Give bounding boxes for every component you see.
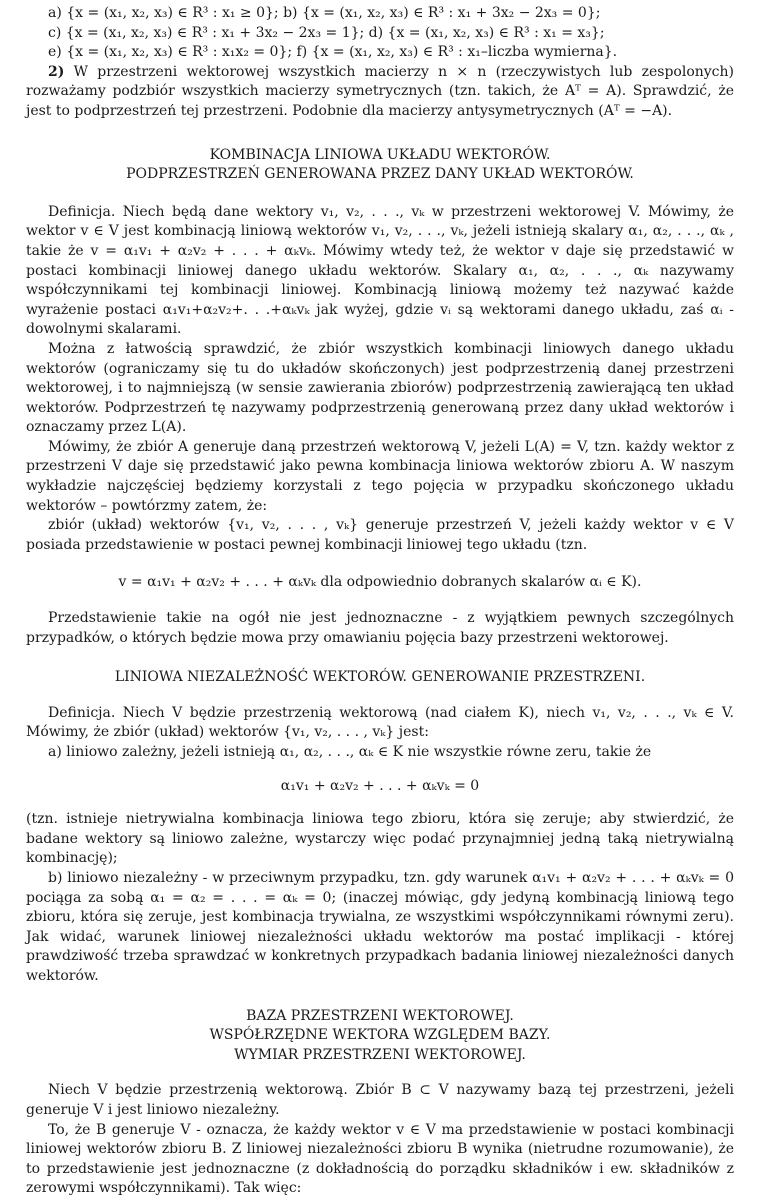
paragraph: (tzn. istnieje nietrywialna kombinacja liniowa tego zbioru, która się zeruje; aby stwierdzić, że badane wektory są liniowo zależne, wystarczy więc podać przynajmniej jedną taką nietrywialną kombinację);	[26, 811, 734, 867]
section-heading-basis	[26, 1007, 734, 1066]
exercise-2	[26, 63, 734, 122]
section-heading-line: BAZA PRZESTRZENI WEKTOROWEJ.	[246, 1007, 514, 1024]
paragraph: Definicja. Niech będą dane wektory v₁, v₂, . . ., vₖ w przestrzeni wektorowej V. Mówimy, że wektor v ∈ V jest kombinacją liniową wektorów v₁, v₂, . . ., vₖ, jeżeli istnieją skalary α₁, α₂, . . ., αₖ , takie że v = α₁v₁ + α₂v₂ + . . . + αₖvₖ. Mówimy wtedy też, że wektor v daje się przedstawić w postaci kombinacji liniowej danego układu wektorów. Skalary α₁, α₂, . . ., αₖ nazywamy współczynnikami tej kombinacji liniowej. Kombinacją liniową możemy też nazywać każde wyrażenie postaci α₁v₁+α₂v₂+. . .+αₖvₖ jak wyżej, gdzie vᵢ są wektorami danego układu, zaś αᵢ - dowolnymi skalarami.	[26, 203, 734, 338]
paragraph: To, że B generuje V - oznacza, że każdy wektor v ∈ V ma przedstawienie w postaci kombinacji liniowej wektorów zbioru B. Z liniowej niezależności zbioru B wynika (nietrudne rozumowanie), że to przedstawienie jest jednoznaczne (z dokładnością do porządku składników i ew. składników z zerowymi współczynnikami). Tak więc:	[26, 1121, 734, 1197]
section-heading-linear-combination	[26, 146, 734, 185]
exercise-2-label: 2)	[48, 63, 65, 80]
section-heading-line: KOMBINACJA LINIOWA UKŁADU WEKTORÓW.	[209, 146, 551, 163]
section-heading-line: PODPRZESTRZEŃ GENEROWANA PRZEZ DANY UKŁAD WEKTORÓW.	[126, 166, 634, 183]
paragraph: Definicja. Niech V będzie przestrzenią wektorową (nad ciałem K), niech v₁, v₂, . . ., vₖ ∈ V. Mówimy, że zbiór (układ) wektorów {v₁, v₂, . . . , vₖ} jest:	[26, 704, 734, 741]
display-formula: v = α₁v₁ + α₂v₂ + . . . + αₖvₖ dla odpowiednio dobranych skalarów αᵢ ∈ K).	[118, 574, 642, 591]
exercise-2-text: W przestrzeni wektorowej wszystkich macierzy n × n (rzeczywistych lub zespolonych) rozważamy podzbiór wszystkich macierzy symetrycznych (tzn. takich, że Aᵀ = A). Sprawdzić, że jest to podprzestrzeń tej przestrzeni. Podobnie dla macierzy antysymetrycznych (Aᵀ = −A).	[26, 63, 734, 119]
paragraph: zbiór (układ) wektorów {v₁, v₂, . . . , vₖ} generuje przestrzeń V, jeżeli każdy wektor v ∈ V posiada przedstawienie w postaci pewnej kombinacji liniowej tego układu (tzn.	[26, 517, 734, 553]
paragraph: b) liniowo niezależny - w przeciwnym przypadku, tzn. gdy warunek α₁v₁ + α₂v₂ + . . . + αₖvₖ = 0 pociąga za sobą α₁ = α₂ = . . . = αₖ = 0; (inaczej mówiąc, gdy jedyną kombinacją liniową tego zbioru, która się zeruje, jest kombinacja trywialna, ze wszystkimi współczynnikami równymi zeru). Jak widać, warunek liniowej niezależności układu wektorów ma postać implikacji - której prawdziwość trzeba sprawdzać w konkretnych przypadkach badania liniowej niezależności danych wektorów.	[26, 869, 734, 984]
section-heading-linear-independence	[26, 668, 734, 688]
paragraph: a) liniowo zależny, jeżeli istnieją α₁, α₂, . . ., αₖ ∈ K nie wszystkie równe zeru, takie że	[48, 744, 652, 760]
section-heading-line: WSPÓŁRZĘDNE WEKTORA WZGLĘDEM BAZY.	[209, 1027, 551, 1044]
section-heading-line: WYMIAR PRZESTRZENI WEKTOROWEJ.	[234, 1046, 526, 1063]
paragraph: Niech V będzie przestrzenią wektorową. Zbiór B ⊂ V nazywamy bazą tej przestrzeni, jeżeli generuje V i jest liniowo niezależny.	[26, 1082, 734, 1118]
exercise-line-ab: a) {x = (x₁, x₂, x₃) ∈ R³ : x₁ ≥ 0}; b) {x = (x₁, x₂, x₃) ∈ R³ : x₁ + 3x₂ − 2x₃ = 0};	[48, 5, 601, 21]
paragraph: Można z łatwością sprawdzić, że zbiór wszystkich kombinacji liniowych danego układu wektorów (ograniczamy się tu do układów skończonych) jest podprzestrzenią danej przestrzeni wektorowej, i to najmniejszą (w sensie zawierania zbiorów) podprzestrzenią zawierającą ten układ wektorów. Podprzestrzeń tę nazywamy podprzestrzenią generowaną przez dany układ wektorów i oznaczamy przez L(A).	[26, 340, 734, 436]
paragraph: Mówimy, że zbiór A generuje daną przestrzeń wektorową V, jeżeli L(A) = V, tzn. każdy wektor z przestrzeni V daje się przedstawić jako pewna kombinacja liniowa wektorów zbioru A. W naszym wykładzie najczęściej będziemy korzystali z tego pojęcia w przypadku skończonego układu wektorów – powtórzmy zatem, że:	[26, 438, 734, 514]
exercise-line-cd: c) {x = (x₁, x₂, x₃) ∈ R³ : x₁ + 3x₂ − 2x₃ = 1}; d) {x = (x₁, x₂, x₃) ∈ R³ : x₁ = x₃};	[48, 24, 605, 41]
display-formula: α₁v₁ + α₂v₂ + . . . + αₖvₖ = 0	[280, 777, 480, 794]
paragraph: Przedstawienie takie na ogół nie jest jednoznaczne - z wyjątkiem pewnych szczególnych przypadków, o których będzie mowa przy omawianiu pojęcia bazy przestrzeni wektorowej.	[26, 610, 734, 646]
exercise-line-ef: e) {x = (x₁, x₂, x₃) ∈ R³ : x₁x₂ = 0}; f) {x = (x₁, x₂, x₃) ∈ R³ : x₁–liczba wymierna}.	[48, 44, 618, 61]
section-heading-line: LINIOWA NIEZALEŻNOŚĆ WEKTORÓW. GENEROWANIE PRZESTRZENI.	[114, 669, 646, 686]
